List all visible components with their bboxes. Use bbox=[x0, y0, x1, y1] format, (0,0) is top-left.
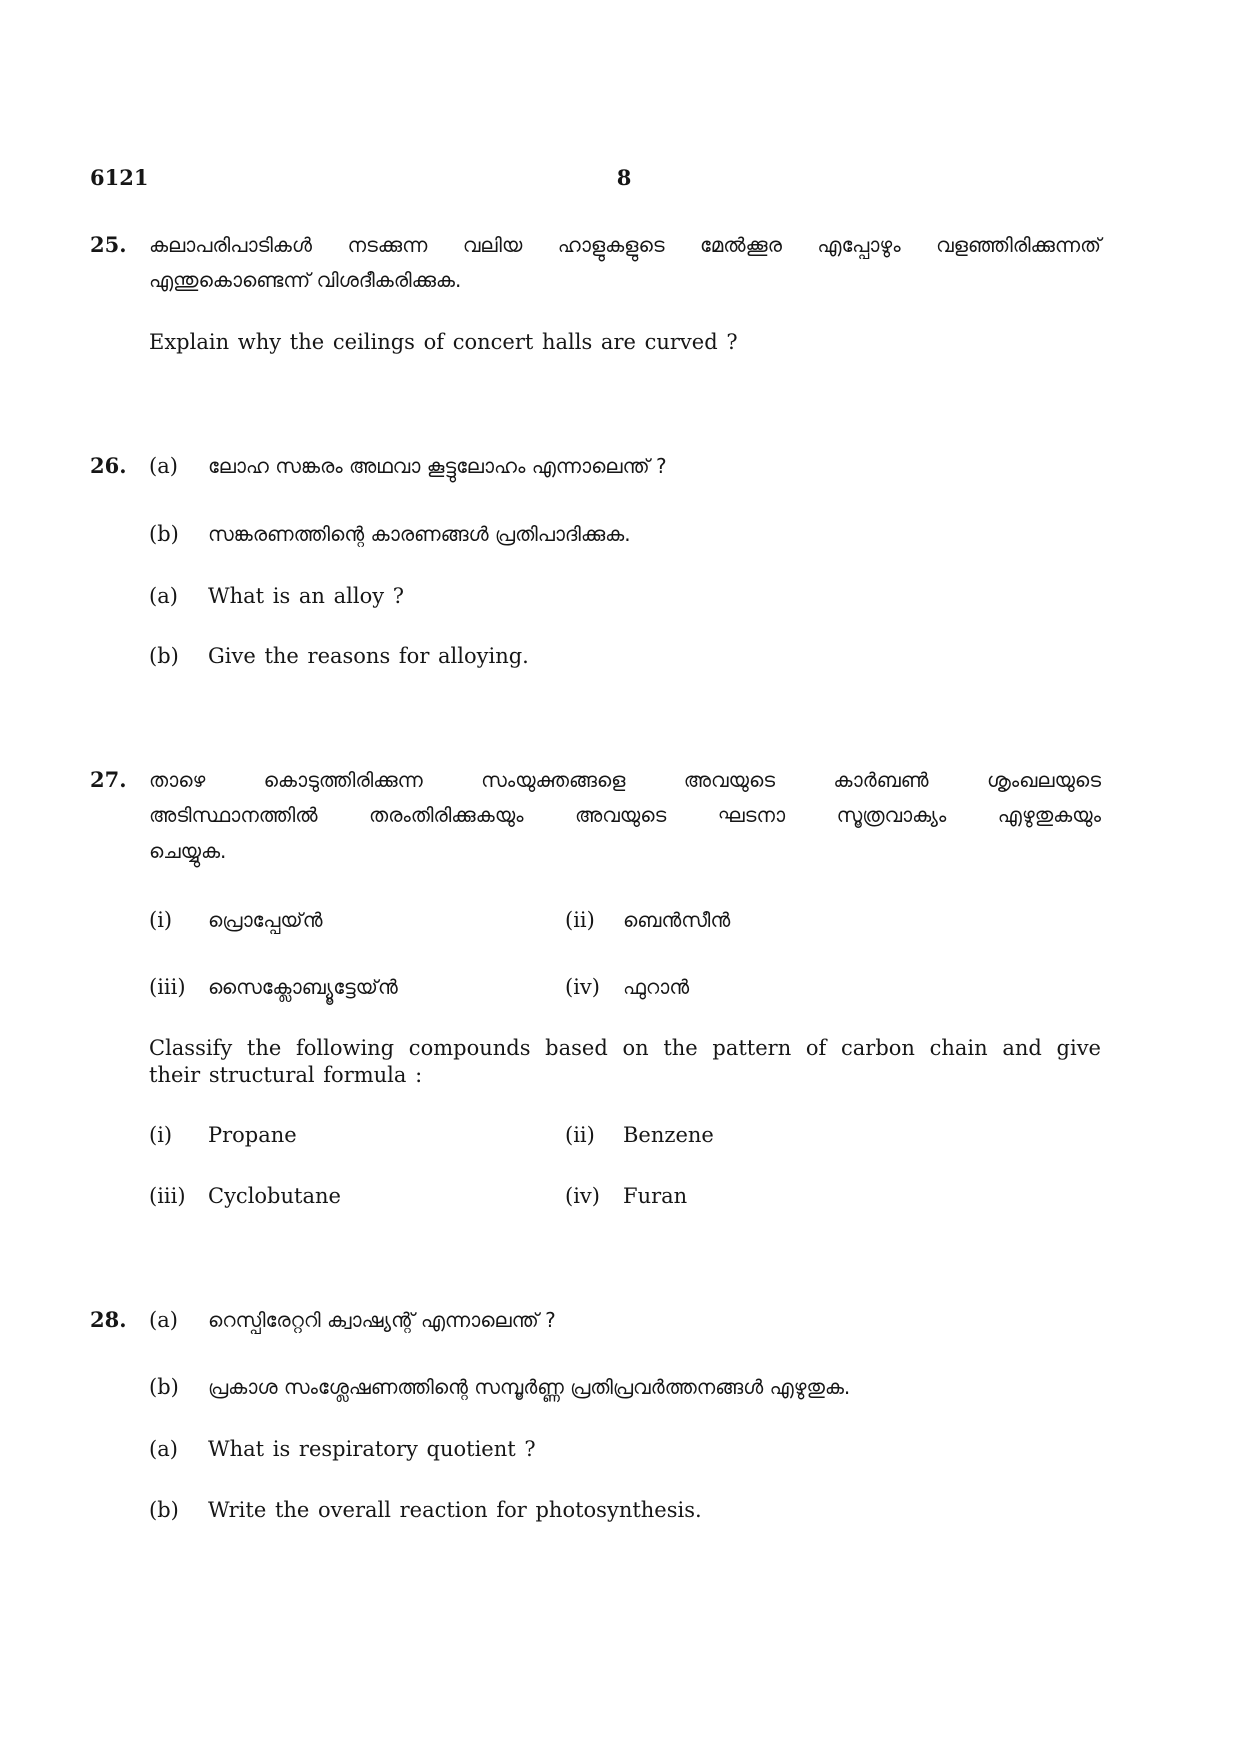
compound-label: (i) bbox=[149, 908, 173, 932]
compound-label: (ii) bbox=[565, 908, 595, 932]
sub-question-text-malayalam: റെസ്പിരേറ്ററി ക്വാഷ്യന്റ് എന്നാലെന്ത് ? bbox=[208, 1308, 556, 1332]
sub-question-text-english: What is an alloy ? bbox=[208, 584, 405, 608]
sub-question-text-malayalam: ലോഹ സങ്കരം അഥവാ കൂട്ടുലോഹം എന്നാലെന്ത് ? bbox=[208, 454, 667, 478]
question-text-malayalam-line: കലാപരിപാടികൾ നടക്കുന്ന വലിയ ഹാളുകളുടെ മേൽക്കൂര എപ്പോഴും വളഞ്ഞിരിക്കുന്നത് bbox=[149, 233, 1101, 257]
sub-question-label: (b) bbox=[149, 1375, 179, 1399]
sub-question-label: (a) bbox=[149, 1308, 178, 1332]
paper-code: 6121 bbox=[90, 165, 149, 190]
question-text-malayalam-line: ചെയ്യുക. bbox=[149, 839, 227, 863]
question-text-english-line: their structural formula : bbox=[149, 1063, 423, 1087]
question-number: 26. bbox=[90, 453, 127, 478]
compound-name-english: Furan bbox=[623, 1184, 688, 1208]
question-text-english-line: Classify the following compounds based on the pattern of carbon chain and give bbox=[149, 1036, 1101, 1060]
sub-question-label: (a) bbox=[149, 454, 178, 478]
sub-question-label: (b) bbox=[149, 644, 179, 668]
compound-label: (iii) bbox=[149, 975, 186, 999]
compound-label: (ii) bbox=[565, 1123, 595, 1147]
compound-name-malayalam: പ്രൊപ്പേയ്ൻ bbox=[208, 908, 323, 932]
sub-question-text-malayalam: പ്രകാശ സംശ്ലേഷണത്തിന്റെ സമ്പൂർണ്ണ പ്രതിപ്രവർത്തനങ്ങൾ എഴുതുക. bbox=[208, 1375, 851, 1399]
sub-question-label: (b) bbox=[149, 1498, 179, 1522]
sub-question-label: (b) bbox=[149, 522, 179, 546]
question-text-malayalam-line: അടിസ്ഥാനത്തിൽ തരംതിരിക്കുകയും അവയുടെ ഘടനാ സൂത്രവാക്യം എഴുതുകയും bbox=[149, 803, 1101, 827]
page-number: 8 bbox=[616, 165, 632, 190]
question-number: 25. bbox=[90, 232, 127, 257]
question-text-malayalam-line: എന്തുകൊണ്ടെന്ന് വിശദീകരിക്കുക. bbox=[149, 268, 462, 292]
compound-label: (i) bbox=[149, 1123, 173, 1147]
compound-label: (iv) bbox=[565, 975, 600, 999]
compound-name-malayalam: സൈക്ലോബ്യൂട്ടേയ്ൻ bbox=[208, 975, 398, 999]
sub-question-label: (a) bbox=[149, 584, 178, 608]
compound-name-english: Cyclobutane bbox=[208, 1184, 341, 1208]
sub-question-text-malayalam: സങ്കരണത്തിന്റെ കാരണങ്ങൾ പ്രതിപാദിക്കുക. bbox=[208, 522, 631, 546]
question-number: 28. bbox=[90, 1307, 127, 1332]
question-text-english: Explain why the ceilings of concert halls are curved ? bbox=[149, 330, 738, 354]
sub-question-text-english: Write the overall reaction for photosynthesis. bbox=[208, 1498, 702, 1522]
question-text-malayalam-line: താഴെ കൊടുത്തിരിക്കുന്ന സംയുക്തങ്ങളെ അവയുടെ കാർബൺ ശൃംഖലയുടെ bbox=[149, 768, 1101, 792]
compound-name-english: Benzene bbox=[623, 1123, 714, 1147]
compound-label: (iii) bbox=[149, 1184, 186, 1208]
compound-name-malayalam: ബെൻസീൻ bbox=[623, 908, 731, 932]
compound-name-english: Propane bbox=[208, 1123, 297, 1147]
compound-name-malayalam: ഫുറാൻ bbox=[623, 975, 690, 999]
sub-question-label: (a) bbox=[149, 1437, 178, 1461]
sub-question-text-english: Give the reasons for alloying. bbox=[208, 644, 529, 668]
compound-label: (iv) bbox=[565, 1184, 600, 1208]
question-number: 27. bbox=[90, 767, 127, 792]
sub-question-text-english: What is respiratory quotient ? bbox=[208, 1437, 536, 1461]
